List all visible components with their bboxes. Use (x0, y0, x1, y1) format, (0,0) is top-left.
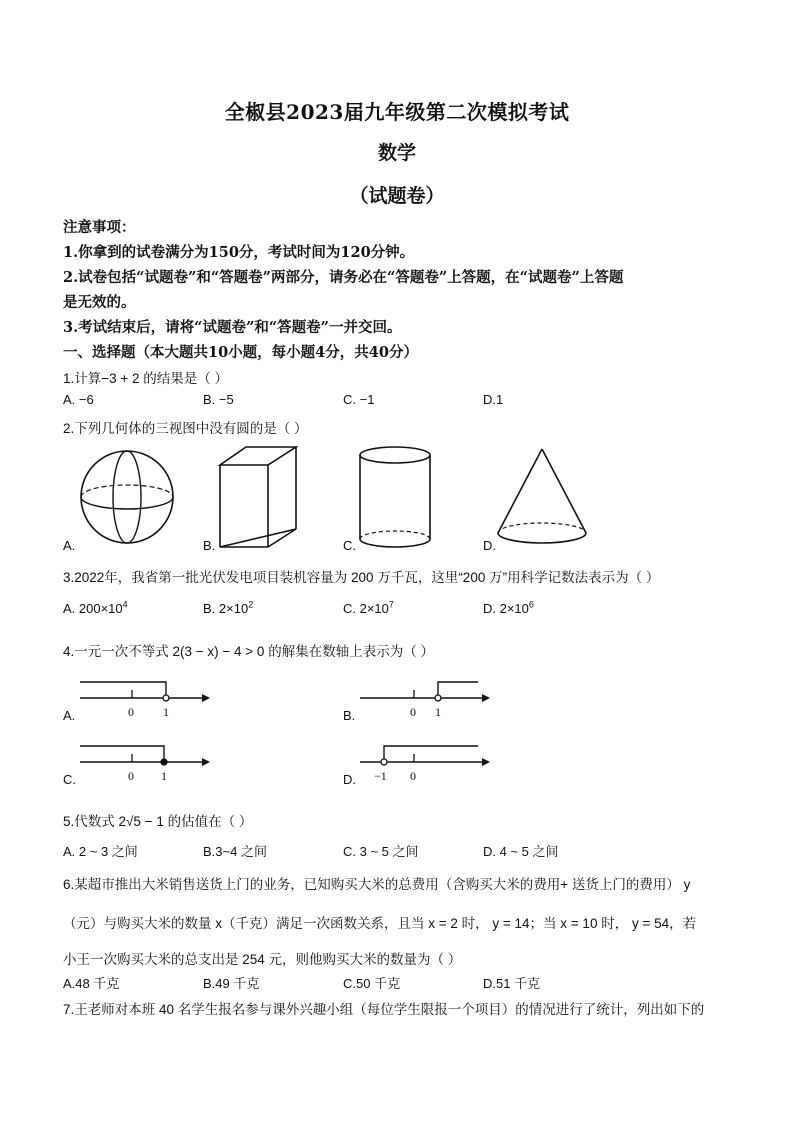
sphere-icon (78, 445, 176, 549)
tick-label: 0 (410, 705, 416, 719)
triangular-prism-icon (218, 445, 300, 549)
q1-option-b: B. −5 (203, 392, 234, 407)
q2-stem: 2.下列几何体的三视图中没有圆的是（ ） (63, 421, 308, 436)
notice-item-2-line-2: 是无效的。 (63, 294, 136, 311)
q3-option-b: B. $2\times 10^2$ (203, 599, 254, 616)
q5-option-c: C. 3 ~ 5 之间 (343, 844, 419, 859)
q6-option-b: B.49 千克 (203, 976, 260, 991)
q6-line-3: 小王一次购买大米的总支出是 254 元，则他购买大米的数量为（ ） (63, 952, 462, 967)
notice-item-2-line-1: 2.试卷包括“试题卷”和“答题卷”两部分，请务必在“答题卷”上答题，在“试题卷”上答题 (63, 269, 624, 286)
section-1-heading: 一、选择题（本大题共10小题，每小题4分，共40分） (63, 344, 418, 361)
q4-label-c: C. (63, 772, 76, 787)
q5-stem: 5.代数式 2√5 − 1 的估值在（ ） (63, 814, 253, 829)
q4-label-d: D. (343, 772, 356, 787)
number-line-c (80, 740, 210, 786)
tick-label: 1 (161, 769, 167, 783)
q6-option-d: D.51 千克 (483, 976, 541, 991)
q5-option-b: B.3~4 之间 (203, 844, 267, 859)
q5-option-a: A. 2 ~ 3 之间 (63, 844, 138, 859)
q4-stem: 4.一元一次不等式 2(3 − x) − 4 > 0 的解集在数轴上表示为（ ） (63, 644, 434, 659)
subject-title: 数学 (377, 142, 416, 164)
q7-line-1: 7.王老师对本班 40 名学生报名参与课外兴趣小组（每位学生限报一个项目）的情况进行了统计，列出如下的 (63, 1002, 705, 1017)
tick-label: 0 (128, 705, 134, 719)
q6-option-a: A.48 千克 (63, 976, 120, 991)
q1-option-c: C. −1 (343, 392, 375, 407)
q3-stem: 3.2022年，我省第一批光伏发电项目装机容量为 200 万千瓦，这里“200 万”用科学记数法表示为（ ） (63, 570, 660, 585)
q2-label-a: A. (63, 538, 76, 553)
q3-option-a: A. $200\times 10^4$ (63, 599, 128, 616)
cylinder-icon (357, 445, 433, 551)
q4-label-b: B. (343, 708, 356, 723)
notice-heading: 注意事项： (63, 219, 136, 236)
number-line-d (360, 740, 490, 786)
q3-option-c: C. $2\times 10^7$ (343, 599, 394, 616)
tick-label: −1 (374, 769, 387, 783)
notice-item-1: 1.你拿到的试卷满分为150分，考试时间为120分钟。 (63, 244, 415, 261)
number-line-b (360, 676, 490, 722)
notice-item-3: 3.考试结束后，请将“试题卷”和“答题卷”一并交回。 (63, 319, 402, 336)
q4-label-a: A. (63, 708, 76, 723)
number-line-a (80, 676, 210, 722)
tick-label: 0 (128, 769, 134, 783)
q2-label-b: B. (203, 538, 216, 553)
q1-option-d: D.1 (483, 392, 504, 407)
q1-option-a: A. −6 (63, 392, 94, 407)
tick-label: 1 (435, 705, 441, 719)
q2-label-c: C. (343, 538, 356, 553)
q5-option-d: D. 4 ~ 5 之间 (483, 844, 559, 859)
q1-stem: 1.计算−3 + 2 的结果是（ ） (63, 371, 229, 386)
paper-type: （试题卷） (349, 185, 445, 207)
tick-label: 1 (163, 705, 169, 719)
q6-line-2: （元）与购买大米的数量 x（千克）满足一次函数关系，且当 x = 2 时， y = 14；当 x = 10 时， y = 54，若 (63, 916, 697, 931)
tick-label: 0 (410, 769, 416, 783)
q2-label-d: D. (483, 538, 496, 553)
q3-option-d: D. $2\times 10^6$ (483, 599, 534, 616)
cone-icon (495, 447, 589, 549)
exam-title: 全椒县2023届九年级第二次模拟考试 (224, 100, 570, 124)
q6-line-1: 6.某超市推出大米销售送货上门的业务，已知购买大米的总费用（含购买大米的费用+ 送货上门的费用） y (63, 877, 691, 892)
q6-option-c: C.50 千克 (343, 976, 401, 991)
